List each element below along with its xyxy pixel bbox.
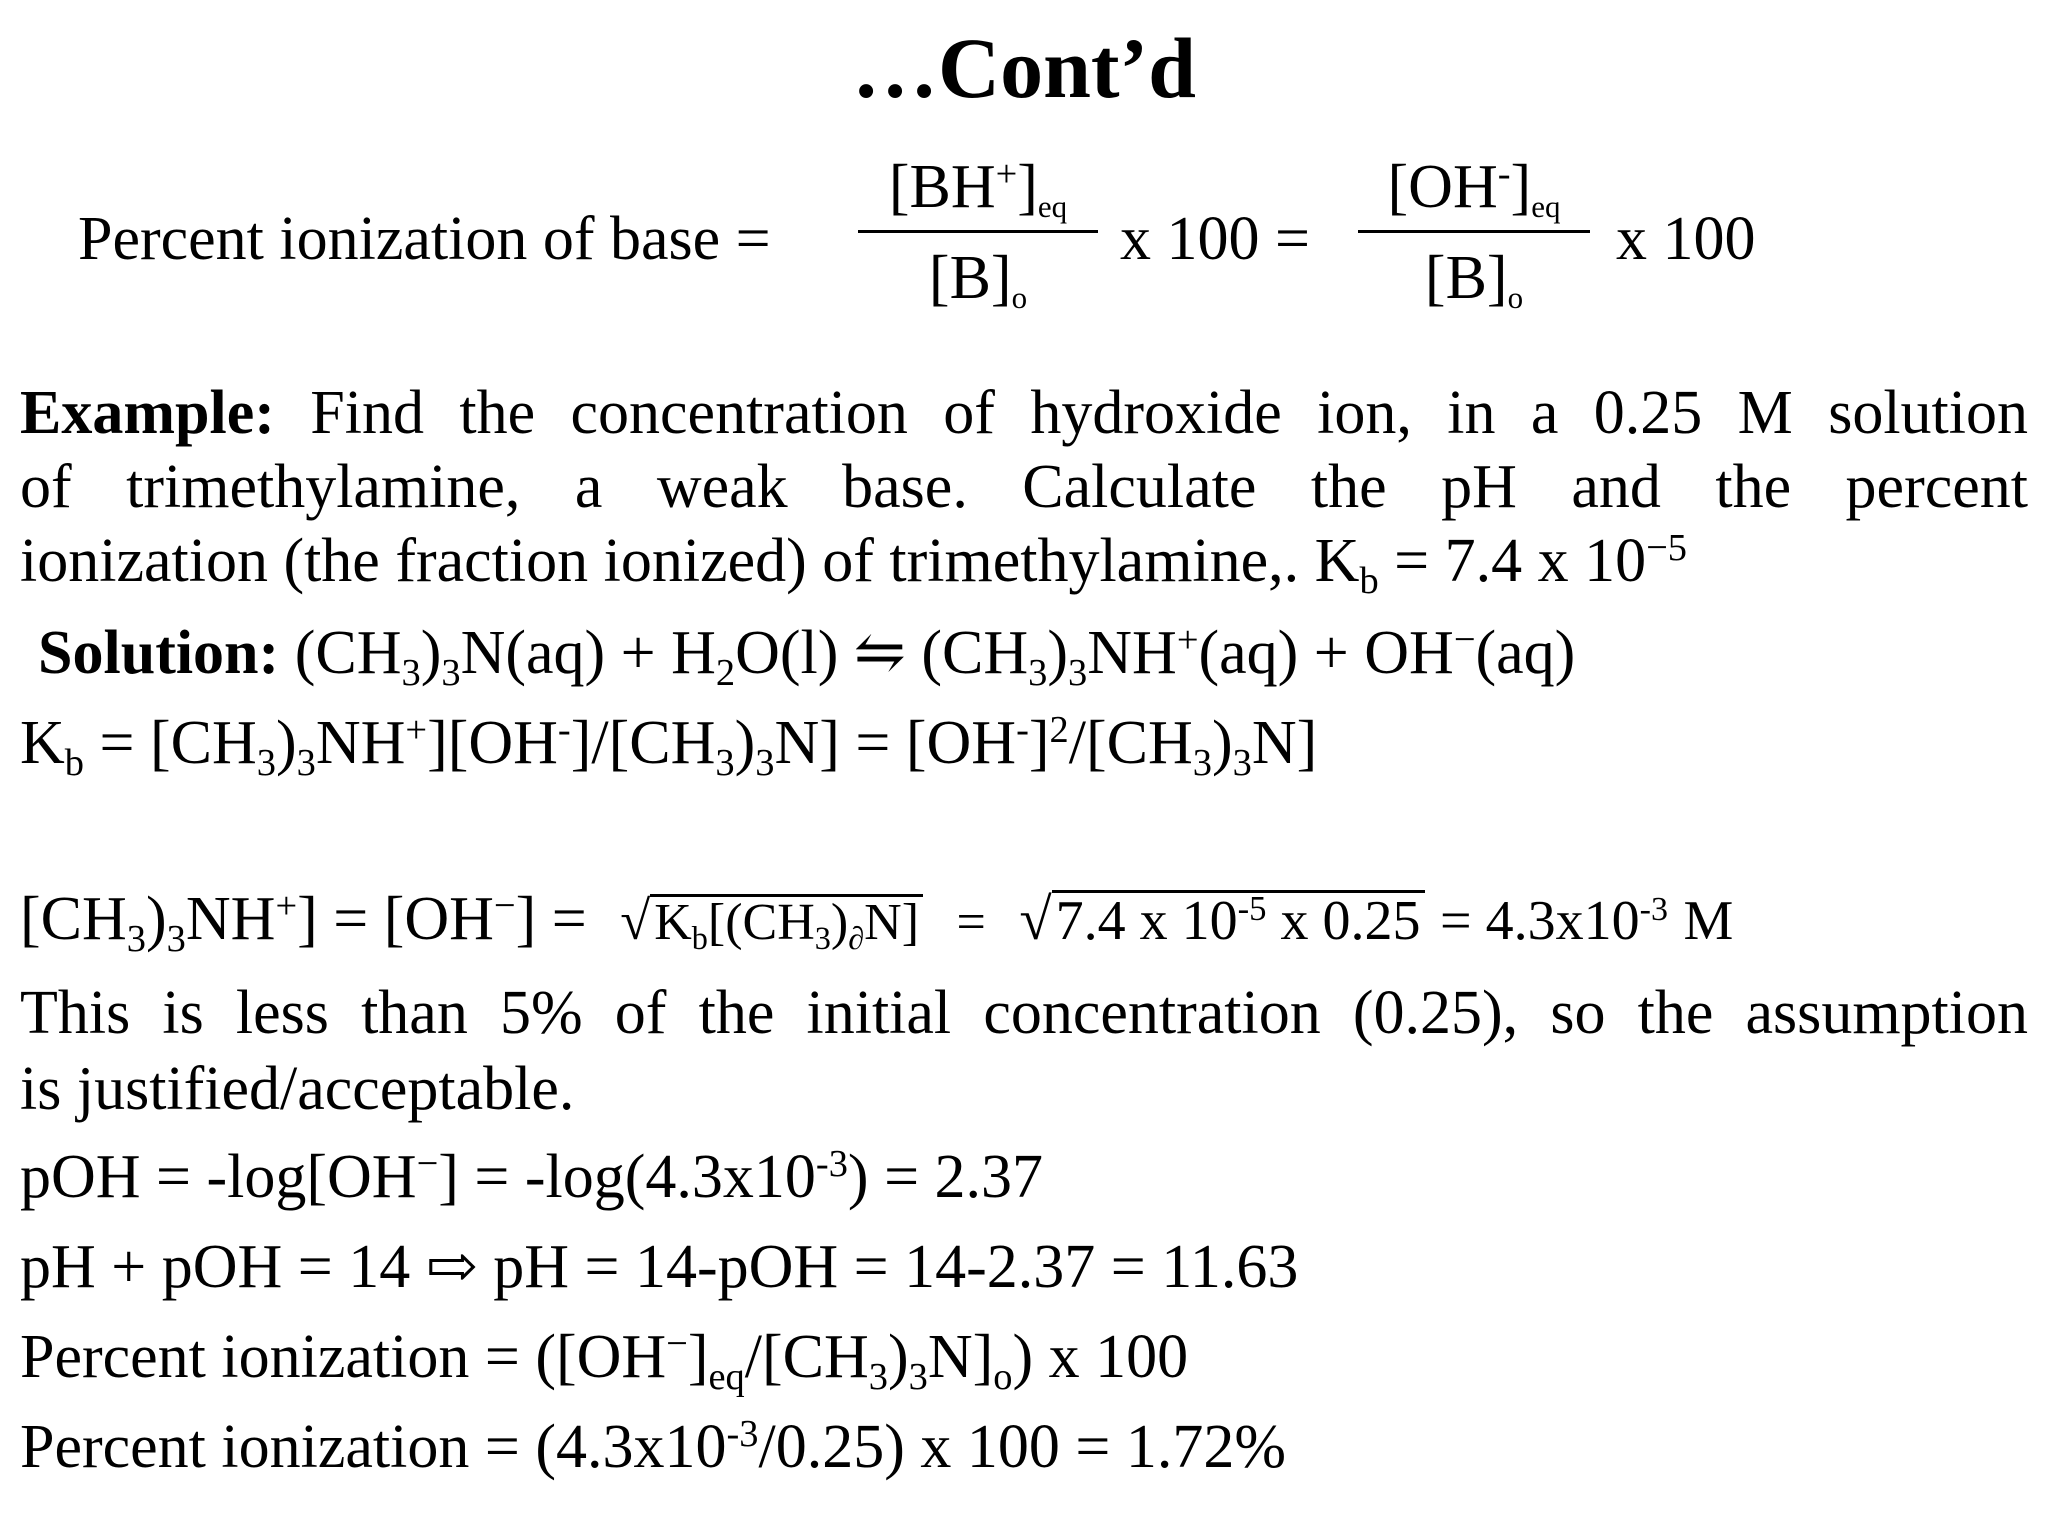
solution-equation: Solution: $(CH_3)_3N(aq) + H_2O(l)$ ⇋ $(CH_3)_3NH^+(aq) + OH^-(aq)$ [38,618,1576,695]
fraction-bar [858,230,1098,233]
fraction-numerator: $[OH^-]_{eq}$ [1387,152,1561,224]
times-100: x 100 [1616,205,1756,273]
example-line-3: ionization (the fraction ionized) of trimethylamine,. $K_b = 7.4$ x $10^{-5}$ [20,526,1688,603]
assumption-line-2: is justified/acceptable. [20,1055,575,1123]
square-root-numeric: √7.4 x $10^{-5}$ x 0.25 [1019,890,1424,950]
fraction-denominator: $[B]_o$ [928,244,1028,315]
times-100-equals: x 100 = [1120,205,1310,273]
fraction-bh-over-b [858,152,1098,315]
example-line-2: of trimethylamine, a weak base. Calculate the pH and the percent [20,453,2028,521]
example-line-1: Example: Find the concentration of hydroxide ion, in a 0.25 M solution [20,379,2029,447]
hydroxide-concentration-line: $[CH_3)_3NH^+] = [OH^-] = √K_b[(CH_3)_\partial N] = √7.4$ x $10^{-5}$ x $0.25 = 4.3x10^{-3}$ M [20,884,1734,961]
assumption-line-1: This is less than 5% of the initial concentration (0.25), so the assumption [20,979,2028,1047]
fraction-denominator: $[B]_o$ [1424,244,1524,315]
square-root-kb: $√K_b[(CH_3)_\partial N]$ [620,894,923,949]
fraction-oh-over-b [1358,152,1590,315]
percent-formula-label: Percent ionization of base = [78,205,771,273]
fraction-bar [1358,230,1590,233]
percent-ionization-formula: Percent ionization = $([OH^-]_{eq}/[CH_3)_3N]_o$) x 100 [20,1322,1189,1399]
percent-ionization-result: Percent ionization = $(4.3x10^{-3}/0.25)$ x 100 = 1.72% [20,1412,1286,1481]
kb-expression: $K_b = [CH_3)_3NH^+][OH^-]/[CH_3)_3N] = [OH^-]^2/[CH_3)_3N$] [20,708,1318,785]
poh-calculation: pOH = $-\log[OH^-] = -\log(4.3x10^{-3}) = 2.37$ [20,1142,1044,1211]
fraction-numerator: $[BH^+]_{eq}$ [888,152,1068,224]
ph-calculation: pH + pOH = 14 ⇨ pH = 14-pOH = 14-2.37 = 11.63 [20,1233,1299,1301]
slide-title: …Cont’d [851,20,1197,116]
